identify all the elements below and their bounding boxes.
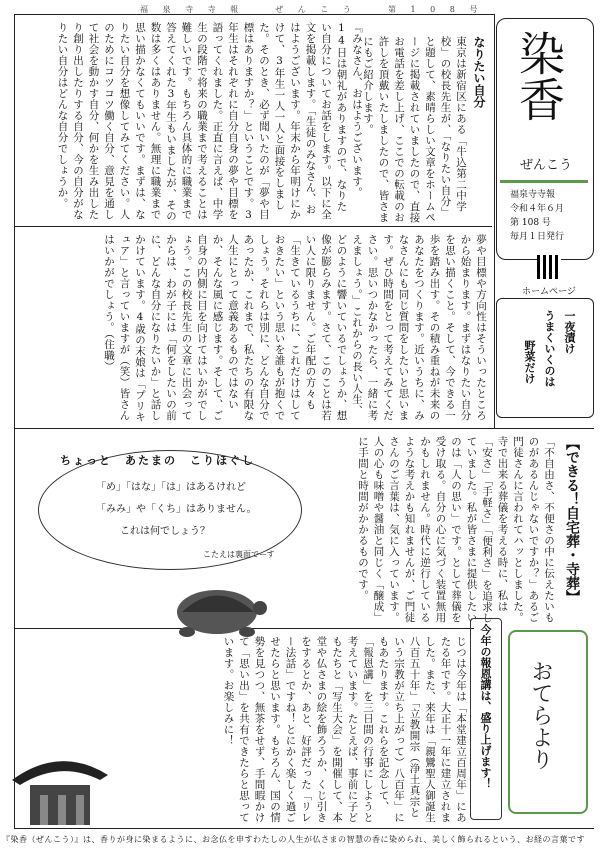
article2-title: 【できる！自宅葬・寺葬】	[564, 436, 580, 604]
article1-intro: 東京は新宿区にある「牛込第二中学校」の校長先生が、「なりたい自分」と題して、素晴らしい文章をホームページに掲載されていましたので、直接お電話を差し上げ、ここでの転載のお許しを頂戴いたしましたので、皆さまにもご紹介します。	[362, 36, 467, 223]
left-rule	[14, 14, 15, 828]
masthead-divider	[494, 14, 495, 428]
article3-headline: 今年の報恩講は、盛り上げます！	[479, 624, 492, 789]
info-frequency: 毎月１日発行	[510, 232, 565, 242]
proverb-line-2: うまくいくのは	[543, 310, 556, 387]
puzzle-title: ちょっと あたまの こりほぐし	[60, 454, 255, 467]
upper-split-rule	[14, 226, 492, 227]
footer-caption: 『染香（ぜんこう）』は、香りが身に染まるように、お念仏を申すわたしの人生が仏さまの智慧の香に染められ、美しく飾られるという、お経の言葉です	[2, 835, 585, 844]
masthead-green-bar	[500, 180, 588, 183]
info-date: 令和４年６月	[510, 204, 565, 214]
info-temple: 福泉寺寺報	[510, 190, 556, 200]
homepage-label: ホームページ	[522, 287, 576, 297]
masthead-title: 染香	[512, 30, 566, 122]
article1-body: 『みなさん、おはようございます。14日は朝礼がありますので、なりたい自分についてお話をします。以下に全文を掲載します。「生徒のみなさん、おはようございます。年末から年明けにかけて、3年生一人一人と面接をしました。そのとき、必ず聞いたのが「夢や目標はありますか？」ということです。3年生はそれぞれに自分自身の夢や目標を語ってくれました。正直に言えば、中学生の段階で将来の職業まで考えることは難しいです。もちろん具体的に職業まで答えてくれた3年生もいましたが、その数は多くはありません。無理に職業まで思い描かなくてもいいです。まずは、なりたい自分を想像してみてください。人のためにコツコツ働く自分、意見を通して社会を動かす自分、何かを生み出したり創り出したりする自分、今の自分がなりたい自分はどんな自分でしょうか。	[56, 22, 363, 222]
puzzle-line-2: 「みみ」や「くち」はありません。	[96, 504, 257, 515]
proverb-line-1: 一夜漬け	[563, 310, 576, 354]
puzzle-answer-note: こたえは裏面でーす	[203, 550, 275, 559]
info-issue: 第 108 号	[510, 218, 551, 228]
temple-icon	[10, 740, 110, 830]
article1-continued: 夢や目標や方向性はそういったところから始まります。まずはなりたい自分を思い描くこと。そして、今できる一歩を踏み出す。その積み重ねが未来のあなたをつくります。近いうちに、みなさんにも同じ質問をしたいと思います。ぜひ時間をとって考えてみてください。思いつかなかったら、一緒に考えましょう。」これからの長い人生、どのように響いているでしょうか、想像が膨らみます。さて、このことは若い人に限りません。ご年配の方々も「生きているうちに、これだけはしておきたい」という思いを誰もが抱くでしょう。それらは別に、どんな自分であったか、これまで、私たちの有限な人生にとって意義あるものではないか、そんな風に感じます。そして、ご自身の内側に目を向けてはいかがでしょう。この校長先生の文章に出会ってからは、わが子には「何をしたいの前に、どんな自分になりたいか」と話しかけています。4歳の末娘は「プリキュア」と言っていますが（笑）皆さんはいかがでしょう。（住職）	[103, 234, 487, 423]
article3-body: じつは今年は「本堂建立百周年」にあたる年です。大正十一年に建立されました。また、来年は「親鸞聖人御誕生八百五十年」「立教開宗（浄土真宗という宗教が立ち上がって）八百年」にもあたります。これらを記念して、「報恩講」を三日間の行事にしようと考えています。たとえば、事前に子どもたちと「写生大会」を開催して、本堂や仏さまの絵を飾ろうか、くじ引きをするとか、あと、好評だった「リレー法話」ですね！とにかく楽しく過ごせたらと思います。もちろん、国の情勢を見つつ、無茶をせず、手間暇かけて「思い出」を共有できたらと思っています。お楽しみに！	[222, 636, 467, 823]
otayori-title: おてらより	[528, 660, 553, 770]
top-rule	[14, 14, 494, 15]
proverb-line-3: 野菜だけ	[523, 340, 536, 384]
qr-code-icon[interactable]	[537, 255, 561, 279]
article2-body: 「不自由さ、不便さの中に伝えたいものがあるんじゃないですか？」あるご門徒さんに言われてハッとしました。寺で出来る葬儀を考える時に、私は「安さ」「手軽さ」「便利さ」を追求していました。私が皆さまに提供したいのは「人の思い」です。として葬儀を受け取る。自分の心に気づく装置無用かもしれません。時代に逆行しているような考えかも知れませんが、ご門徒さんのご言葉は、気に入っています。人の心も味噌や醤油と同じく「醸成」に手間と時間がかかるものです。	[357, 436, 555, 624]
issue-topline: 福 泉 寺 寺 報 ぜ ん こ う 第 1 0 8 号	[140, 5, 484, 14]
puzzle-line-3: これは何でしょう？	[120, 526, 210, 537]
article1-title: なりたい自分	[472, 36, 486, 108]
middle-rule	[14, 428, 594, 429]
turtle-icon	[162, 574, 272, 644]
puzzle-line-1: 「め」「はな」「は」はあるけれど	[96, 482, 246, 493]
masthead-ruby: ぜんこう	[520, 158, 573, 173]
masthead-info	[510, 188, 590, 244]
